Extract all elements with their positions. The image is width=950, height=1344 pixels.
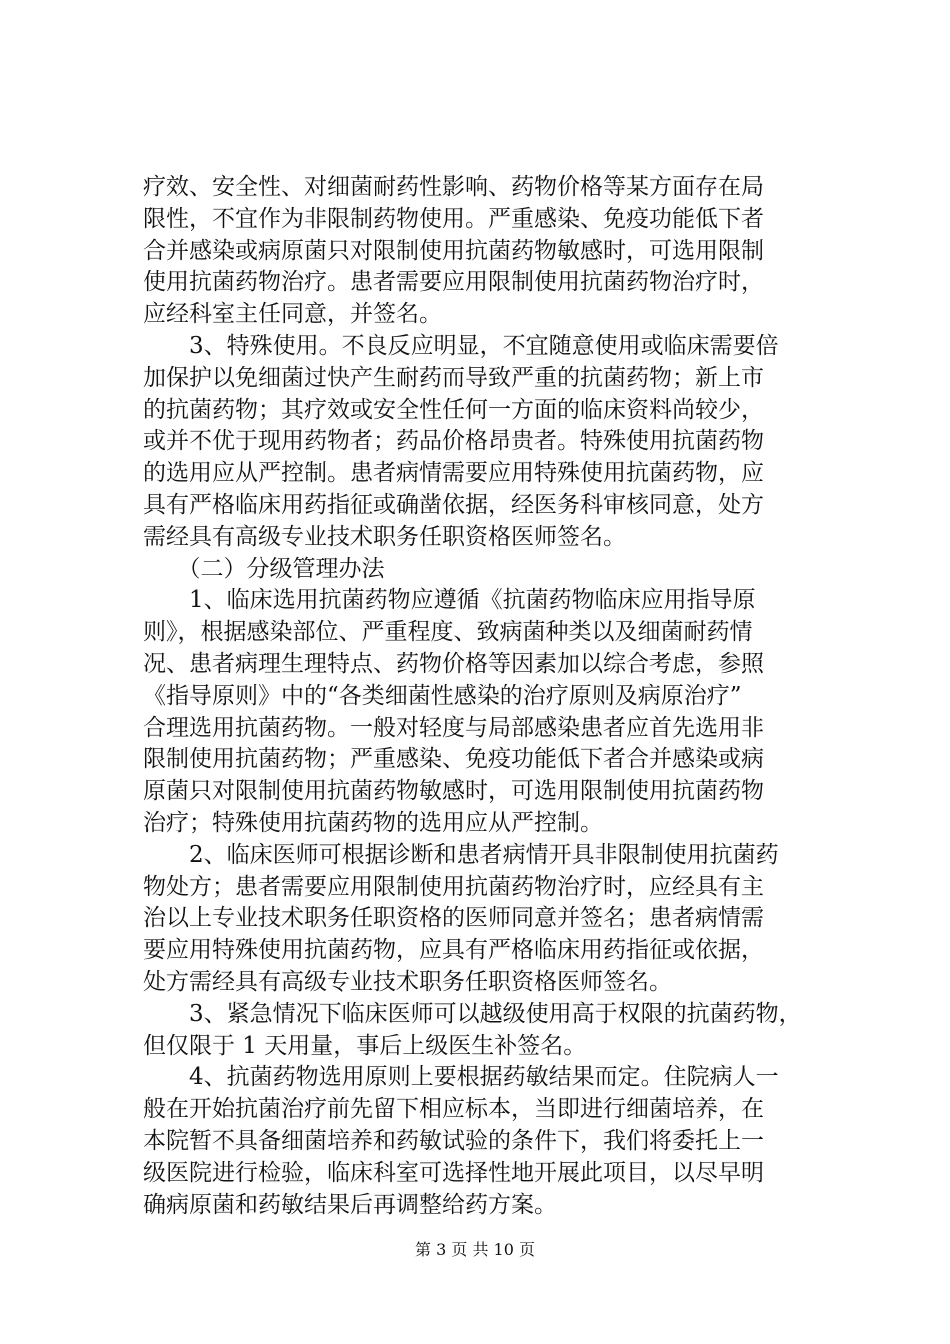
text-line: 具有严格临床用药指征或确凿依据，经医务科审核同意，处方 [143, 491, 764, 518]
text-line: 3、紧急情况下临床医师可以越级使用高于权限的抗菌药物， [143, 1000, 802, 1027]
text-line: 3、特殊使用。不良反应明显，不宜随意使用或临床需要倍 [143, 332, 779, 359]
text-line: 应经科室主任同意，并签名。 [143, 301, 442, 328]
document-body [143, 172, 833, 1221]
text-line: 本院暂不具备细菌培养和药敏试验的条件下，我们将委托上一 [143, 1127, 764, 1154]
text-line: 级医院进行检验，临床科室可选择性地开展此项目，以尽早明 [143, 1159, 764, 1186]
text-line: 合并感染或病原菌只对限制使用抗菌药物敏感时，可选用限制 [143, 237, 764, 264]
text-line: 疗效、安全性、对细菌耐药性影响、药物价格等某方面存在局 [143, 174, 764, 200]
page-number: 第 3 页 共 10 页 [415, 1240, 535, 1259]
text-line: 2、临床医师可根据诊断和患者病情开具非限制使用抗菌药 [143, 841, 779, 868]
text-line: 治以上专业技术职务任职资格的医师同意并签名；患者病情需 [143, 905, 764, 932]
text-line: 要应用特殊使用抗菌药物，应具有严格临床用药指征或依据， [143, 937, 764, 964]
text-line: 限性，不宜作为非限制药物使用。严重感染、免疫功能低下者 [143, 205, 764, 232]
text-line: 合理选用抗菌药物。一般对轻度与局部感染患者应首先选用非 [143, 714, 764, 741]
text-line: 加保护以免细菌过快产生耐药而导致严重的抗菌药物；新上市 [143, 364, 764, 391]
text-line: 1、临床选用抗菌药物应遵循《抗菌药物临床应用指导原 [143, 587, 756, 614]
text-line: 但仅限于 1 天用量，事后上级医生补签名。 [143, 1032, 587, 1059]
text-line: 4、抗菌药物选用原则上要根据药敏结果而定。住院病人一 [143, 1064, 779, 1091]
text-line: 的选用应从严控制。患者病情需要应用特殊使用抗菌药物，应 [143, 460, 764, 487]
text-line: 般在开始抗菌治疗前先留下相应标本，当即进行细菌培养，在 [143, 1096, 764, 1123]
text-line: 则》，根据感染部位、严重程度、致病菌种类以及细菌耐药情 [143, 619, 753, 646]
text-line: 况、患者病理生理特点、药物价格等因素加以综合考虑，参照 [143, 650, 764, 677]
text-line: 原菌只对限制使用抗菌药物敏感时，可选用限制使用抗菌药物 [143, 778, 764, 805]
text-line: 物处方；患者需要应用限制使用抗菌药物治疗时，应经具有主 [143, 873, 764, 900]
text-line: 治疗；特殊使用抗菌药物的选用应从严控制。 [143, 809, 603, 836]
section-heading: （二）分级管理办法 [143, 555, 385, 582]
text-line: 的抗菌药物；其疗效或安全性任何一方面的临床资料尚较少， [143, 396, 764, 423]
text-line: 需经具有高级专业技术职务任职资格医师签名。 [143, 523, 626, 550]
text-line: 处方需经具有高级专业技术职务任职资格医师签名。 [143, 968, 672, 995]
text-line: 或并不优于现用药物者；药品价格昂贵者。特殊使用抗菌药物 [143, 428, 764, 455]
text-line: 限制使用抗菌药物；严重感染、免疫功能低下者合并感染或病 [143, 746, 764, 773]
text-line: 确病原菌和药敏结果后再调整给药方案。 [143, 1191, 557, 1218]
text-line: 《指导原则》中的“各类细菌性感染的治疗原则及病原治疗” [143, 682, 742, 709]
text-line: 使用抗菌药物治疗。患者需要应用限制使用抗菌药物治疗时， [143, 269, 764, 296]
